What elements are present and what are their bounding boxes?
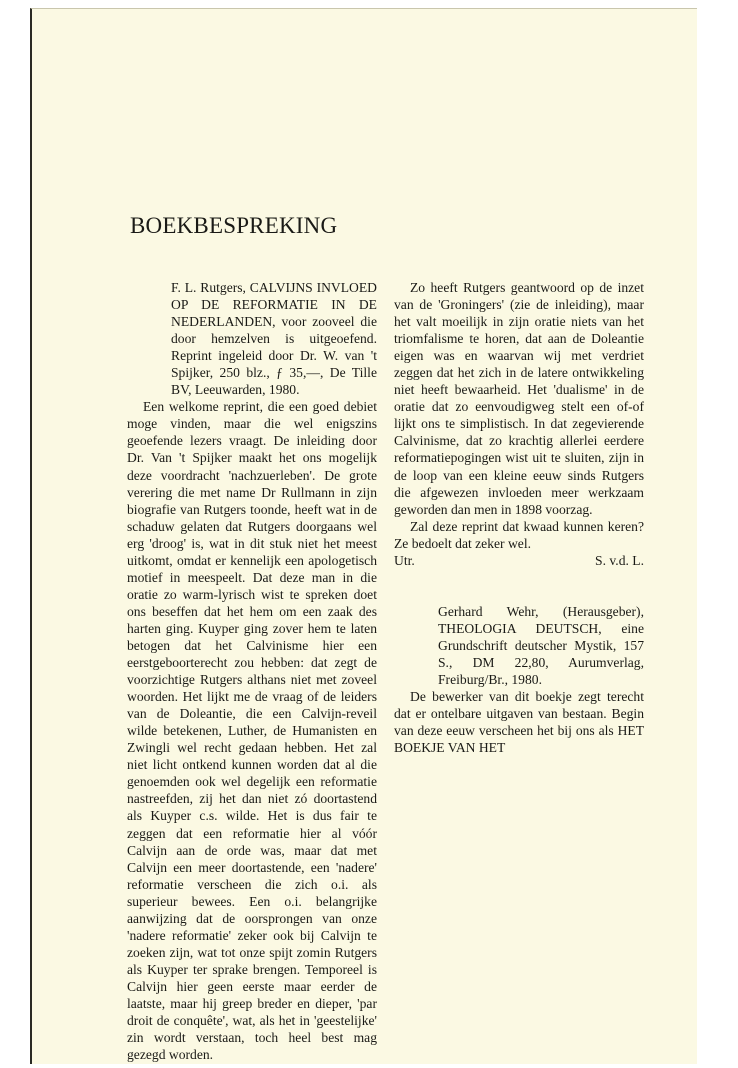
review2-paragraph-1: De bewerker van dit boekje zegt terecht dat er ontelbare uitgaven van bestaan. Begin van deze eeuw verscheen het bij ons als HET BOEKJE VAN HET	[394, 689, 644, 756]
review1-paragraph-1: Een welkome reprint, die een goed debiet moge vinden, maar die wel enigszins geoefende lezers vraagt. De inleiding door Dr. Van 't Spijker maakt het ons mogelijk deze voordracht 'nachzuerleben'. De grote verering die met name Dr Rullmann in zijn biografie van Rutgers toonde, heeft wat in de schaduw gelaten dat Rutgers doorgaans wel erg 'droog' is, wat in dit stuk niet het meest uitkomt, omdat er kennelijk een apologetisch motief in meespeelt. Dat deze man in die oratie zo warm-lyrisch wist te spreken doet ons beseffen dat het hem om een zaak des harten ging. Kuyper ging zover hem te laten betogen dat het Calvinisme hier een eerstgeboorterecht zou hebben: dat zegt de voorzichtige Rutgers althans niet met zoveel woorden. Het lijkt me de vraag of de leiders van de Doleantie, die een Calvijn-reveil wilde betekenen, Luther, de Humanisten en Zwingli wel recht gedaan hebben. Het zal niet licht ontkend kunnen worden dat al die genoemden ook wel degelijk een reformatie nastreefden, zij het dan niet zó doortastend als Kuyper c.s. wilde. Het is dus fair te zeggen dat een reformatie hier al vóór Calvijn aan de orde was, maar dat met Calvijn een meer doortastende, een 'nadere' reformatie verscheen die zich o.i. als superieur bewees. Een o.i. belangrijke aanwijzing dat de oorsprongen van onze 'nadere reformatie' zeker ook bij Calvijn te zoeken zijn, wat tot onze spijt zomin Rutgers als Kuyper ter sprake brengen. Temporeel is Calvijn hier geen eerste maar eerder de laatste, maar hij greep breder en dieper, 'par droit de conquête', wat, als het in 'geestelijke' zin wordt verstaan, toch heel best mag gezegd worden.	[127, 399, 377, 1063]
review1-paragraph-2: Zo heeft Rutgers geantwoord op de inzet van de 'Groningers' (zie de inleiding), maar het valt moeilijk in zijn oratie niets van het triomfalisme te horen, dat aan de Doleantie eigen was en waarvan wij met verdriet zeggen dat het zich in de latere ontwikkeling niet heeft bewaarheid. Het 'dualisme' in de oratie dat zo eenvoudigweg stelt een of-of lijkt ons te simplistisch. In dat zegevierende Calvinisme, dat zo krachtig allerlei eerdere reformatiepogingen wist uit te sluiten, zijn in de loop van een kleine eeuw sinds Rutgers die afgewezen invloeden meer werkzaam geworden dan men in 1898 voorzag.	[394, 280, 644, 517]
review1-signature	[394, 552, 644, 569]
right-column	[394, 279, 644, 756]
page-title: BOEKBESPREKING	[130, 213, 338, 238]
review1-paragraph-3: Zal deze reprint dat kwaad kunnen keren? Ze bedoelt dat zeker wel.	[394, 518, 644, 551]
review1-reviewer: S. v.d. L.	[595, 552, 644, 568]
review1-place: Utr.	[394, 552, 415, 568]
left-column	[127, 279, 377, 1063]
review2-citation: Gerhard Wehr, (Herausgeber), THEOLOGIA DEUTSCH, eine Grundschrift deutscher Mystik, 157 S., DM 22,80, Aurumverlag, Freiburg/Br., 1980.	[438, 603, 644, 687]
review1-citation: F. L. Rutgers, CALVIJNS INVLOED OP DE REFORMATIE IN DE NEDERLANDEN, voor zooveel die door hemzelven is uitgeoefend. Reprint ingeleid door Dr. W. van 't Spijker, 250 blz., ƒ 35,—, De Tille BV, Leeuwarden, 1980.	[171, 280, 377, 398]
